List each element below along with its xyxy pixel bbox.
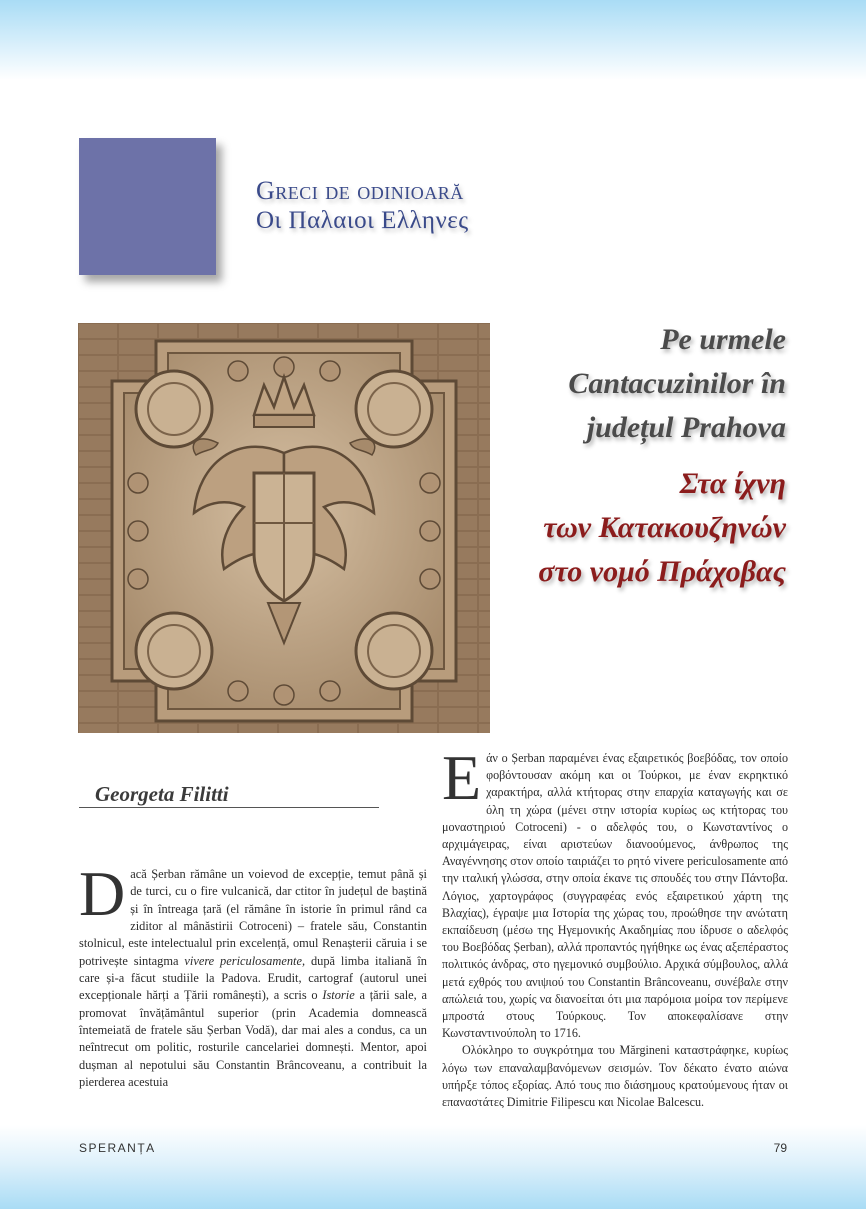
greek-paragraph-2: Ολόκληρο το συγκρότημα του Mărgineni καταστράφηκε, κυρίως λόγω των επαναλαμβανόμενων σεισμών. Τον δέκατο ένατο αιώνα υπήρξε τόπος εξορίας. Από τους πιο διάσημους κρατούμενους ήταν οι επαναστάτες Dimitrie Filipescu και Nicolae Balcescu. [442, 1043, 788, 1110]
coat-of-arms-photo [78, 323, 490, 733]
headline-romanian-line: Cantacuzinilor în [568, 367, 786, 400]
headline-greek-line: των Κατακουζηνών [543, 511, 786, 544]
section-title-romanian: Greci de odinioară [256, 176, 464, 205]
romanian-italic-title: Istorie [322, 988, 355, 1003]
headline-greek-line: στο νομό Πράχοβας [538, 555, 786, 588]
greek-text-1: άν ο Șerban παραμένει ένας εξαιρετικός βοεβόδας, τον οποίο φοβόντουσαν ακόμη και οι Τούρκοι, με έναν εκρηκτικό χαρακτήρα, αλλά κτήτορας στην επαρχία καταγωγής και σε όλη τη χώρα (μένει στην ιστορία κυρίως ως κτήτορας του μοναστηριού Cotroceni) - ο αδελφός του, ο Κωνσταντίνος ο αρχιμάγειρας, είναι αριστεύων διανοούμενος, άνθρωπος της Αναγέννησης στον οποίο ταιριάζει το ρητό vivere periculosamente από την ιταλική γλώσσα, στην οποία έκανε τις σπουδές του στην Πάντοβα. Λόγιος, χαρτογράφος (συγγραφέας ενός εξαιρετικού χάρτη της Βλαχίας), έγραψε μια Ιστορία της χώρας του, προώθησε την ανώτατη εκπαίδευση (μέσω της Ηγεμονικής Ακαδημίας που ίδρυσε ο αδελφός του Βοεβόδας Șerban), αλλά προπαντός ηγήθηκε ως ένας αξεπέραστος πολιτικός άνδρας, στο ηγεμονικό συμβούλιο. Αρχικά σύμβουλος, αλλά μετά εχθρός του ανιψιού του Constantin Brâncoveanu, συνέβαλε στην απώλειά του, χωρίς να διανοείται ότι μια παρόμοια μοίρα τον περίμενε μπροστά στους Τούρκους. Τον αποκεφαλίσανε στην Κωνσταντινούπολη το 1716. [442, 751, 788, 1041]
carved-stone-coat-of-arms-icon [78, 323, 490, 733]
headline-greek [456, 462, 786, 594]
romanian-italic-phrase: vivere periculosamente, [184, 953, 306, 968]
greek-body-column [442, 742, 788, 1111]
romanian-text-continued: după limba italiană în care și-a făcut studiile la Padova. Erudit, cartograf (autorul unei excepționale hărți a Țării românești), a scris o [79, 953, 428, 1003]
romanian-paragraph [79, 858, 428, 1091]
magazine-name: SPERANȚA [79, 1141, 156, 1155]
author-name: Georgeta Filitti [95, 782, 229, 806]
bottom-gradient-band [0, 1125, 866, 1209]
greek-paragraph-1 [442, 742, 788, 1042]
headline-romanian-line: județul Prahova [586, 411, 786, 444]
greek-dropcap: Ε [442, 742, 482, 813]
section-title-greek: Οι Παλαιοι Ελληνες [256, 207, 469, 234]
page-number: 79 [773, 1141, 787, 1155]
section-title [256, 176, 469, 236]
section-color-block [79, 138, 216, 275]
top-gradient-band [0, 0, 866, 80]
author-underline [79, 807, 379, 808]
headline-romanian [456, 318, 786, 450]
romanian-text: acă Șerban rămâne un voievod de excepție, temut până și de turci, cu o fire vulcanică, dar ctitor în județul de baștină și în întreaga țară (el rămâne în istorie în primul rând ca ziditor al mânăstirii Cotroceni) – fratele său, Constantin stolnicul, este intelectualul prin excelență, omul Renașterii căruia i se potrivește sintagma [79, 867, 427, 968]
headline-greek-line: Στα ίχνη [679, 467, 786, 500]
romanian-dropcap: D [79, 858, 126, 929]
headline-romanian-line: Pe urmele [660, 323, 786, 356]
article-headline [456, 318, 786, 594]
romanian-body-column [79, 858, 428, 1091]
romanian-text-end: a țării sale, a promovat învățământul superior (prin Academia domnească întemeiată de fratele său Șerban Vodă), dar mai ales a condus, ca un neîntrecut om politic, rosturile cancelariei domnești. Mentor, apoi dușman al nepotului său Constantin Brâncoveanu, a contribuit la pierderea acestuia [79, 988, 427, 1090]
